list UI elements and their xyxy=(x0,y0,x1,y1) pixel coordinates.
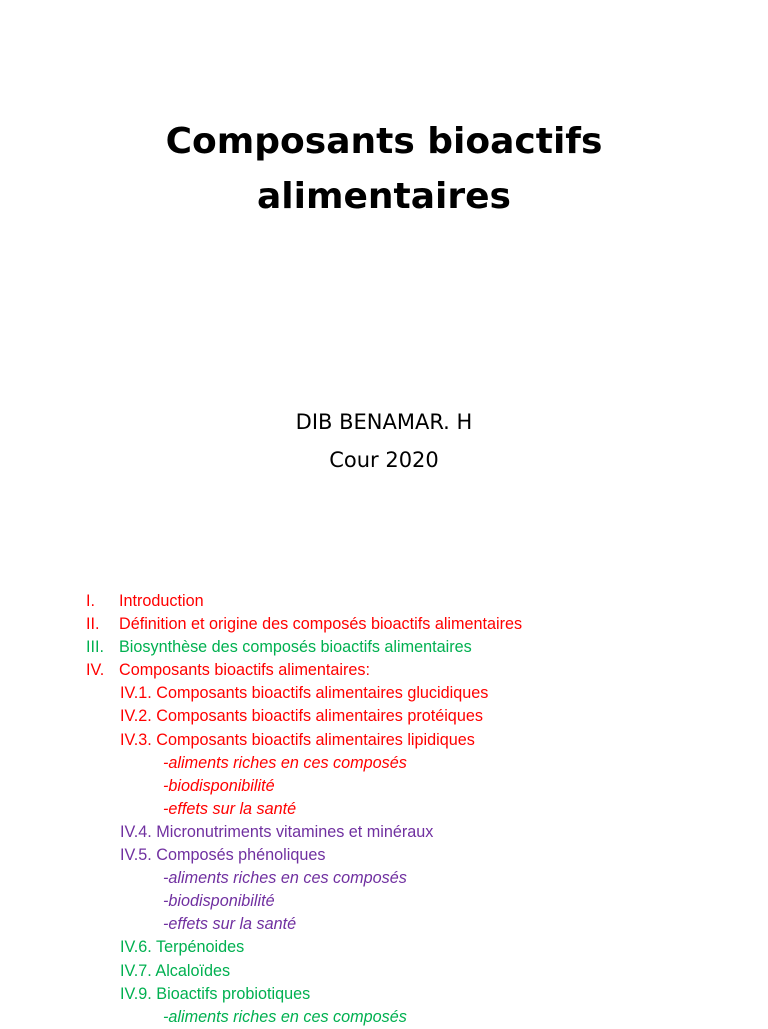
toc-item-biosynthese xyxy=(0,636,768,659)
toc-label: Introduction xyxy=(119,592,204,610)
page-title xyxy=(0,114,768,224)
toc-subitem-lipidiques xyxy=(0,729,768,752)
toc-subitem-proteiques xyxy=(0,705,768,728)
toc-detail-effets xyxy=(0,913,768,936)
toc-number: III. xyxy=(86,638,104,657)
toc-subitem-phenoliques xyxy=(0,844,768,867)
toc-label: -biodisponibilité xyxy=(163,776,275,795)
toc-number: IV. xyxy=(86,661,105,680)
toc-number: II. xyxy=(86,615,100,634)
toc-subitem-micronutriments xyxy=(0,821,768,844)
author-name: DIB BENAMAR. H xyxy=(295,410,473,434)
toc-subitem-terpenoides xyxy=(0,936,768,959)
toc-label: Biosynthèse des composés bioactifs alimentaires xyxy=(119,638,472,657)
toc-item-introduction xyxy=(0,590,768,613)
course-year: Cour 2020 xyxy=(329,448,439,472)
author-block xyxy=(0,403,768,479)
title-line-2: alimentaires xyxy=(257,176,511,217)
title-line-1: Composants bioactifs xyxy=(165,121,603,162)
toc-detail-biodisponibilite xyxy=(0,775,768,798)
toc-detail-aliments xyxy=(0,752,768,775)
toc-subitem-probiotiques xyxy=(0,983,768,1006)
toc-label: -aliments riches en ces composés xyxy=(163,869,407,888)
toc-number: I. xyxy=(86,592,95,610)
toc-detail-aliments xyxy=(0,867,768,890)
toc-label: IV.9. Bioactifs probiotiques xyxy=(120,984,311,1003)
toc-item-composants xyxy=(0,659,768,682)
toc-detail-effets xyxy=(0,798,768,821)
toc-label: IV.6. Terpénoides xyxy=(120,938,245,957)
toc-item-definition xyxy=(0,613,768,636)
toc-label: -aliments riches en ces composés xyxy=(163,1007,407,1026)
toc-label: -aliments riches en ces composés xyxy=(163,753,407,772)
toc-detail-aliments xyxy=(0,1006,768,1029)
toc-label: IV.4. Micronutriments vitamines et minéraux xyxy=(120,822,434,841)
toc-label: IV.3. Composants bioactifs alimentaires lipidiques xyxy=(120,730,475,749)
toc-subitem-alcaloides xyxy=(0,960,768,983)
toc-label: IV.7. Alcaloïdes xyxy=(120,961,231,980)
toc-label: Définition et origine des composés bioactifs alimentaires xyxy=(119,615,523,634)
toc-label: Composants bioactifs alimentaires: xyxy=(119,661,371,680)
toc-label: IV.2. Composants bioactifs alimentaires protéiques xyxy=(120,707,483,726)
toc-label: -effets sur la santé xyxy=(163,799,297,818)
toc-detail-biodisponibilite xyxy=(0,890,768,913)
toc-label: IV.1. Composants bioactifs alimentaires glucidiques xyxy=(120,684,489,703)
toc-subitem-glucidiques xyxy=(0,682,768,705)
toc-label: -effets sur la santé xyxy=(163,915,297,934)
toc-label: IV.5. Composés phénoliques xyxy=(120,846,326,865)
toc-label: -biodisponibilité xyxy=(163,892,275,911)
table-of-contents xyxy=(0,590,768,1029)
